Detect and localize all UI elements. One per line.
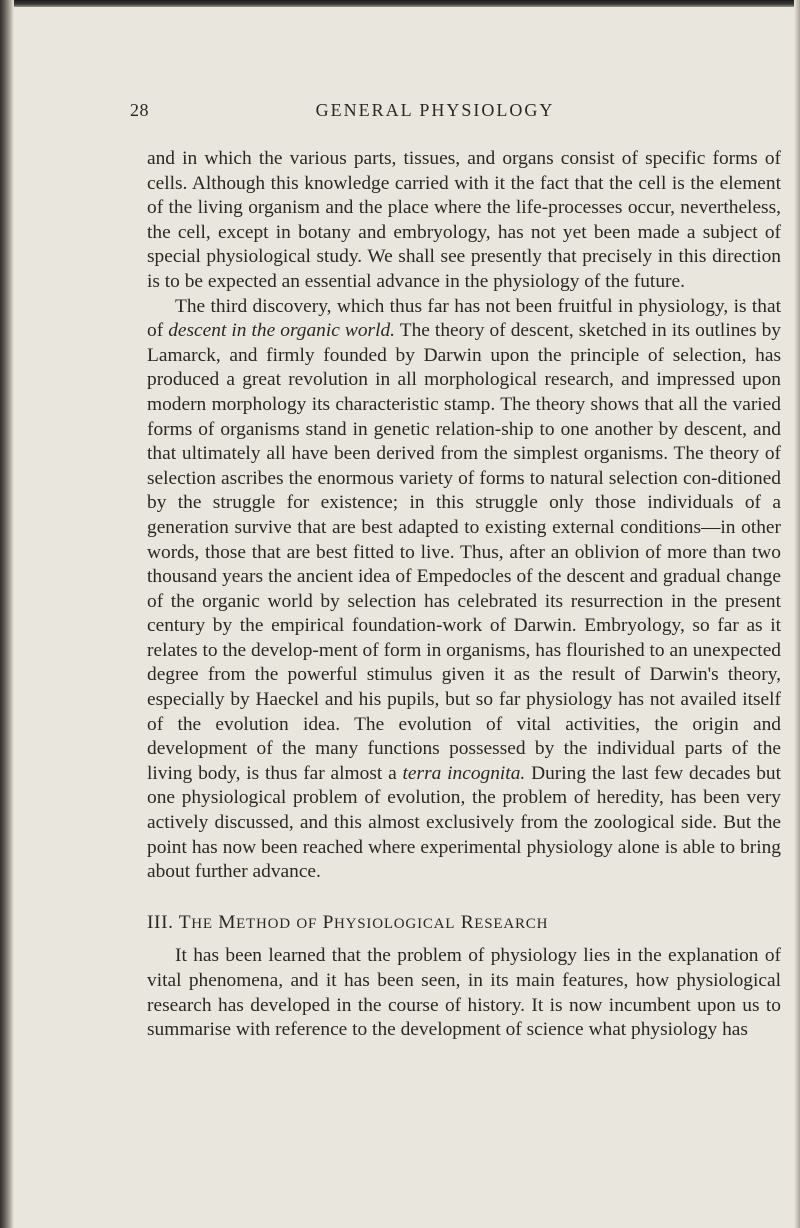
paragraph-2 bbox=[147, 295, 781, 885]
heading-word-1: THE bbox=[178, 911, 213, 933]
page-edge-left bbox=[0, 0, 14, 1228]
section-heading bbox=[147, 911, 781, 937]
body-text bbox=[147, 147, 781, 1043]
page-number: 28 bbox=[130, 100, 149, 120]
paragraph-2-part-c: The theory of descent, sketched in its outlines by Lamarck, and firmly founded by Darwin upon the principle of selection, has produced a great revolution in all morphological research, and impressed upon modern morphology its characteristic stamp. The theory shows that all the varied forms of organisms stand in genetic relation-ship to one another by descent, and that ultimately all have been derived from the simplest organisms. The theory of selection ascribes the enormous variety of forms to natural selection con-ditioned by the struggle for existence; in this struggle only those individuals of a generation survive that are best adapted to existing external conditions—in other words, those that are best fitted to live. Thus, after an oblivion of more than two thousand years the ancient idea of Empedocles of the descent and gradual change of the organic world by selection has celebrated its resurrection in the present century by the empirical foundation-work of Darwin. Embryology, so far as it relates to the develop-ment of form in organisms, has flourished to an unexpected degree from the powerful stimulus given it as the result of Darwin's theory, especially by Haeckel and his pupils, but so far physiology has not availed itself of the evolution idea. The evolution of vital activities, the origin and development of the many functions possessed by the individual parts of the living body, is thus far almost a bbox=[147, 320, 781, 784]
paragraph-2-part-a: The third discovery, which thus far has not been fruitful in physiology, is that of bbox=[147, 295, 781, 342]
section-numeral: III. bbox=[147, 911, 174, 933]
heading-word-4: PHYSIOLOGICAL bbox=[322, 911, 456, 933]
page-edge-right bbox=[794, 0, 800, 1228]
page-header bbox=[130, 100, 730, 130]
paragraph-3: It has been learned that the problem of physiology lies in the explanation of vital phenomena, and it has been seen, in its main features, how physiological research has developed in the course of history. It is now incumbent upon us to summarise with reference to the development of science what physiology has bbox=[147, 945, 781, 1041]
italic-terra-incognita: terra incognita. bbox=[402, 762, 526, 784]
heading-word-5: RESEARCH bbox=[460, 911, 549, 933]
running-head: GENERAL PHYSIOLOGY bbox=[315, 100, 555, 120]
page-edge-top bbox=[0, 0, 800, 7]
heading-word-2: METHOD bbox=[218, 911, 291, 933]
paragraph-2-part-e: During the last few decades but one physiological problem of evolution, the problem of heredity, has been very actively discussed, and this almost exclusively from the zoological side. But the point has now been reached where experimental physiology alone is able to bring about further advance. bbox=[147, 762, 781, 883]
paragraph-1: and in which the various parts, tissues, and organs consist of specific forms of cells. Although this knowledge carried with it the fact that the cell is the element of the living organism and the place where the life-processes occur, nevertheless, the cell, except in botany and embryology, has not yet been made a subject of special physiological study. We shall see presently that precisely in this direction is to be expected an essential advance in the physiology of the future. bbox=[147, 148, 781, 292]
heading-word-3: OF bbox=[296, 915, 318, 932]
italic-descent-phrase: descent in the organic world. bbox=[168, 320, 396, 342]
